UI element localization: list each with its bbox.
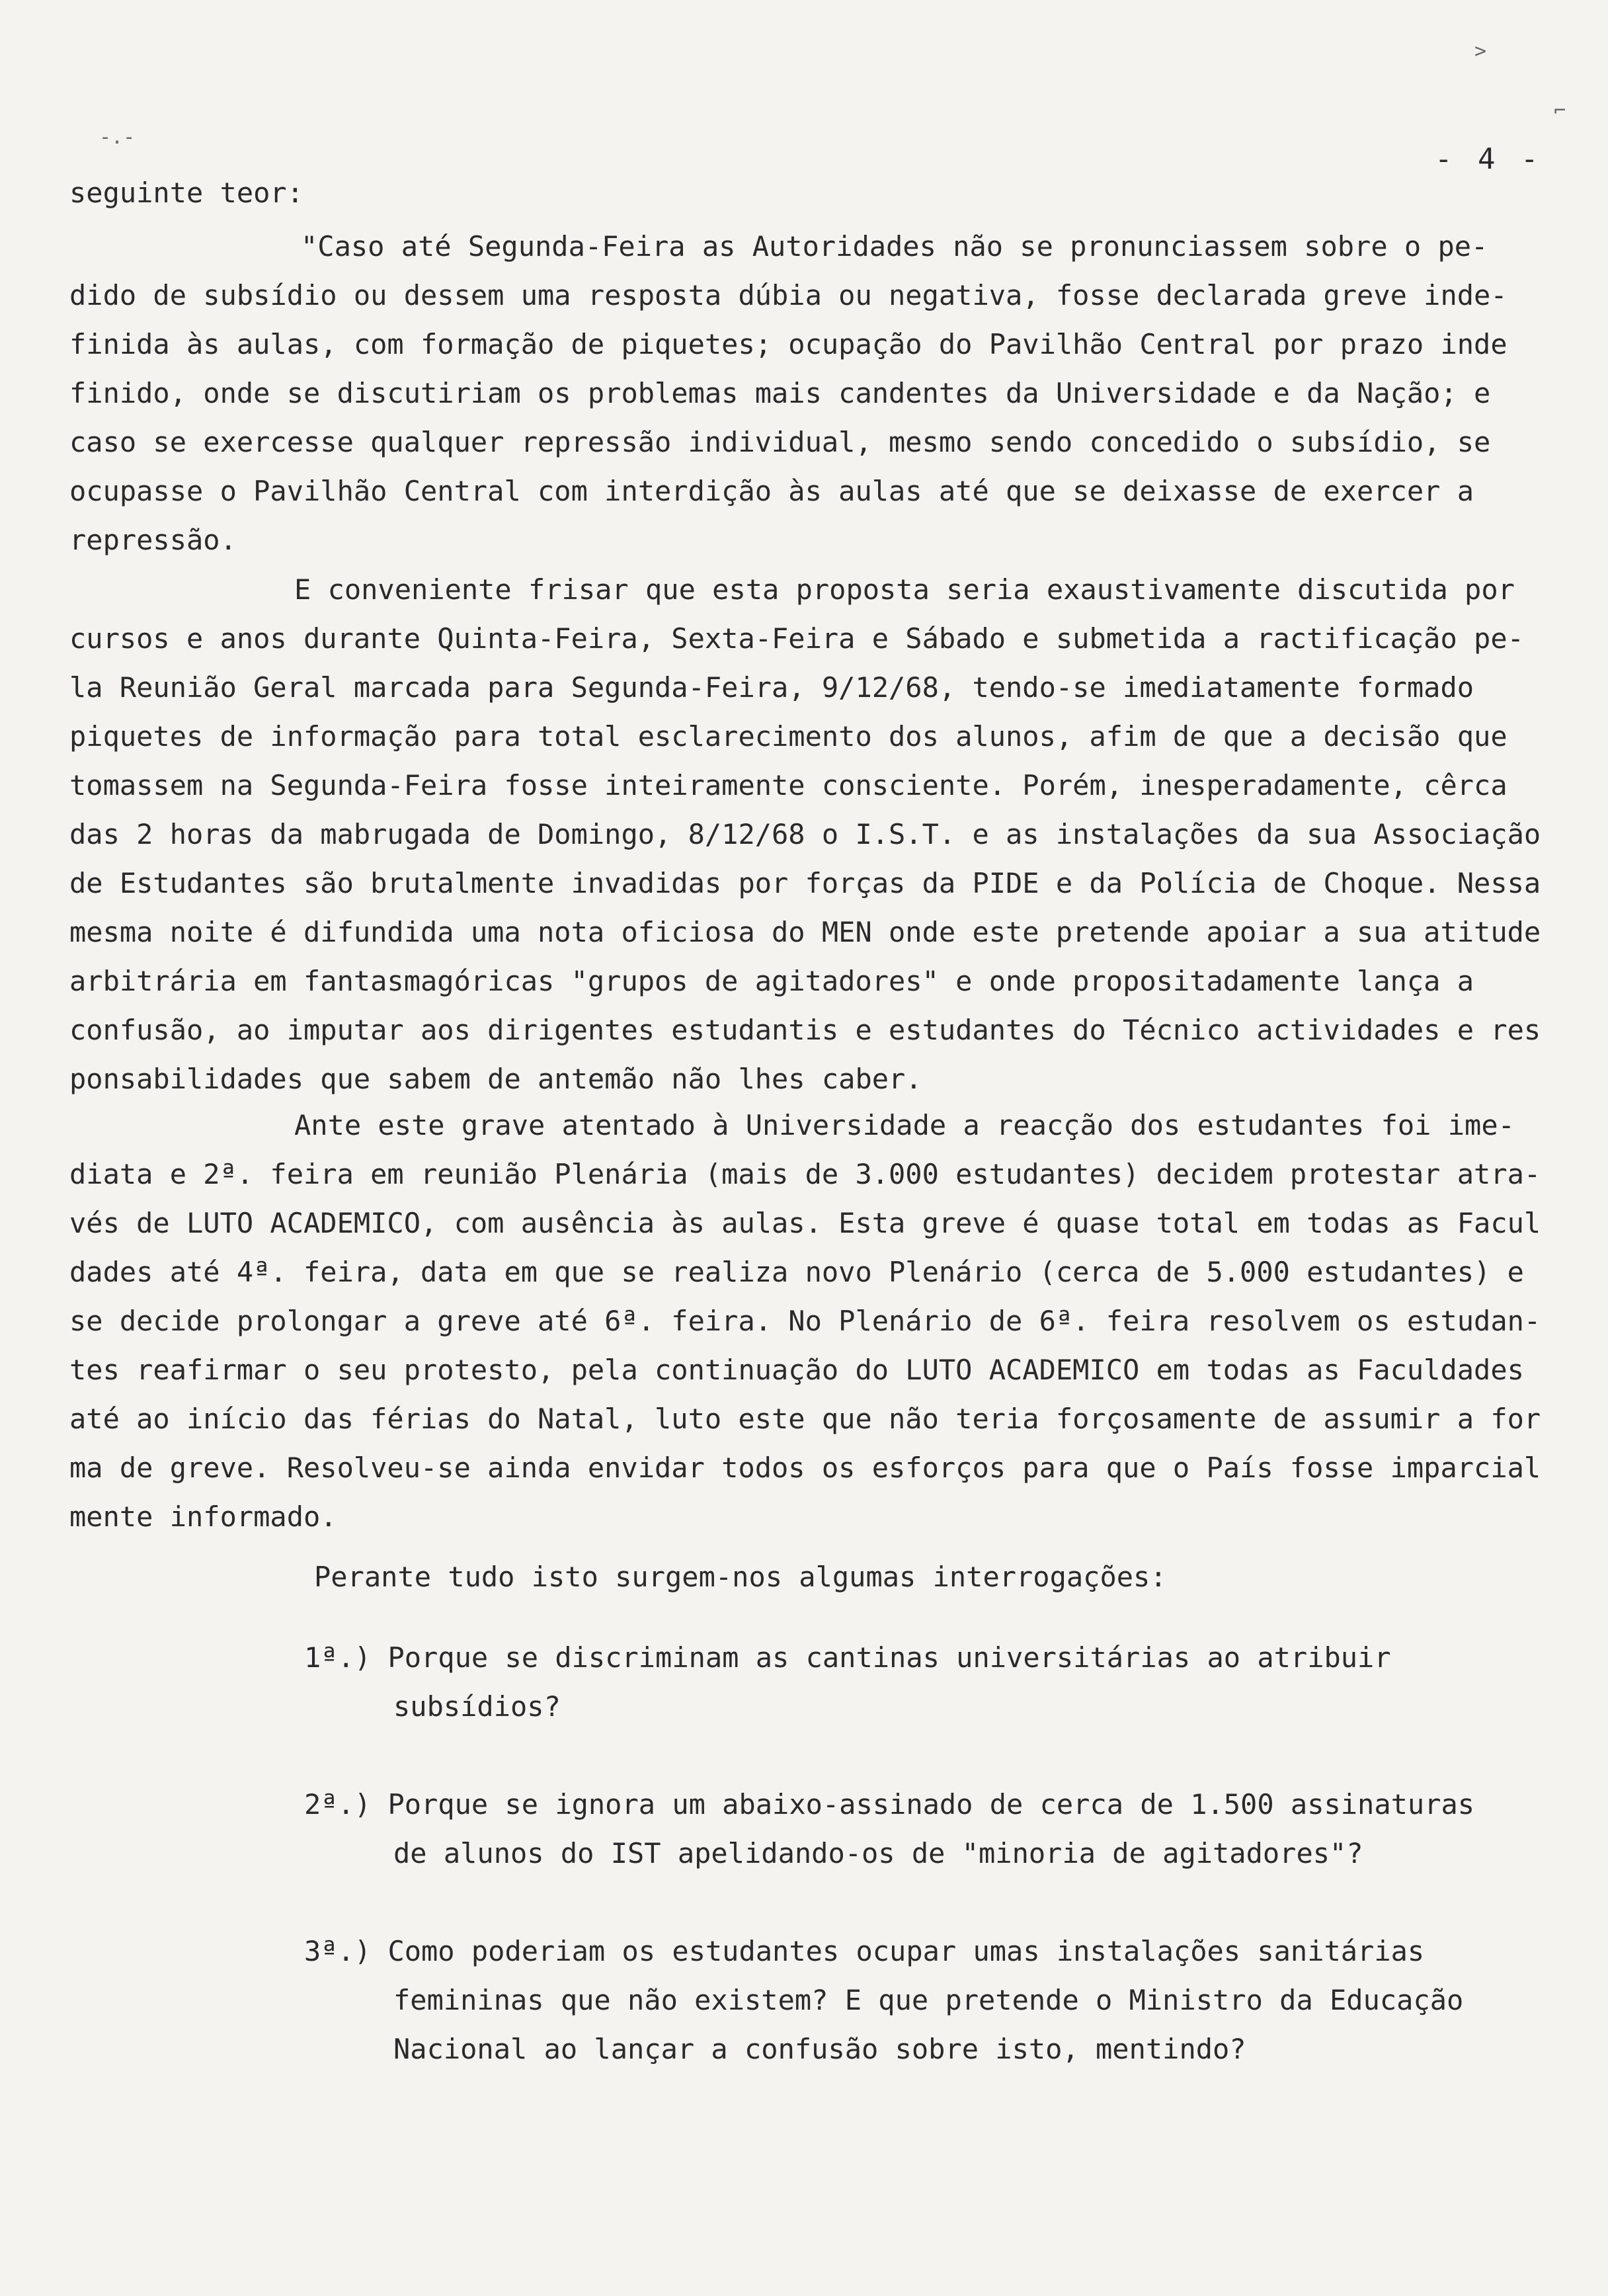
scan-mark: -.- <box>99 126 136 149</box>
item-text: Porque se ignora um abaixo-assinado de cerca de 1.500 assinaturas <box>387 1788 1475 1821</box>
text-line: caso se exercesse qualquer repressão individual, mesmo sendo concedido o subsídio, se <box>69 426 1491 458</box>
question-list <box>304 1633 1474 2123</box>
list-item <box>304 1780 1474 1878</box>
text-line: ma de greve. Resolveu-se ainda envidar todos os esforços para que o País fosse imparcial <box>69 1452 1541 1484</box>
list-item <box>304 1927 1474 2074</box>
text-line: la Reunião Geral marcada para Segunda-Feira, 9/12/68, tendo-se imediatamente formado <box>69 671 1474 704</box>
text-line: "Caso até Segunda-Feira as Autoridades não se pronunciassem sobre o pe- <box>301 230 1488 263</box>
text-line: dido de subsídio ou dessem uma resposta dúbia ou negativa, fosse declarada greve inde- <box>69 279 1508 311</box>
text-line: tes reafirmar o seu protesto, pela continuação do LUTO ACADEMICO em todas as Faculdades <box>69 1354 1524 1386</box>
text-line: E conveniente frisar que esta proposta seria exaustivamente discutida por <box>294 573 1515 606</box>
scan-mark: ⌐ <box>1554 99 1566 122</box>
text-line: de Estudantes são brutalmente invadidas por forças da PIDE e da Polícia de Choque. Nessa <box>69 867 1541 899</box>
item-text: Porque se discriminam as cantinas universitárias ao atribuir <box>387 1641 1391 1674</box>
text-line: Ante este grave atentado à Universidade a reacção dos estudantes foi ime- <box>294 1109 1515 1141</box>
text-line: diata e 2ª. feira em reunião Plenária (mais de 3.000 estudantes) decidem protestar atra- <box>69 1158 1541 1190</box>
item-text: Como poderiam os estudantes ocupar umas instalações sanitárias <box>387 1935 1425 1967</box>
item-text: de alunos do IST apelidando-os de "minoria de agitadores"? <box>393 1837 1363 1869</box>
paragraph <box>69 1101 1550 1541</box>
text-line: tomassem na Segunda-Feira fosse inteiramente consciente. Porém, inesperadamente, cêrca <box>69 769 1508 801</box>
text-line: se decide prolongar a greve até 6ª. feira. No Plenário de 6ª. feira resolvem os estudan- <box>69 1305 1541 1337</box>
text-line: das 2 horas da mabrugada de Domingo, 8/12/68 o I.S.T. e as instalações da sua Associação <box>69 818 1541 850</box>
text-line: vés de LUTO ACADEMICO, com ausência às aulas. Esta greve é quase total em todas as Facul <box>69 1207 1541 1239</box>
scan-mark: > <box>1474 40 1487 63</box>
page-number: - 4 - <box>1435 142 1543 176</box>
text-line: piquetes de informação para total esclarecimento dos alunos, afim de que a decisão que <box>69 720 1508 753</box>
text-line: até ao início das férias do Natal, luto este que não teria forçosamente de assumir a for <box>69 1403 1541 1435</box>
text-line: mente informado. <box>69 1500 337 1533</box>
paragraph <box>69 565 1550 1104</box>
quote-paragraph <box>69 222 1550 565</box>
text-line: confusão, ao imputar aos dirigentes estudantis e estudantes do Técnico actividades e res <box>69 1014 1541 1046</box>
text-line: seguinte teor: <box>69 177 304 209</box>
item-text: subsídios? <box>393 1690 561 1723</box>
text-line: ponsabilidades que sabem de antemão não lhes caber. <box>69 1063 922 1095</box>
text-line: finido, onde se discutiriam os problemas mais candentes da Universidade e da Nação; e <box>69 377 1491 409</box>
item-text: Nacional ao lançar a confusão sobre isto, mentindo? <box>393 2033 1246 2065</box>
text-line: dades até 4ª. feira, data em que se realiza novo Plenário (cerca de 5.000 estudantes) e <box>69 1256 1524 1288</box>
item-number: 3ª.) <box>304 1935 372 1967</box>
text-line: repressão. <box>69 524 237 556</box>
text-line: finida às aulas, com formação de piquetes; ocupação do Pavilhão Central por prazo inde <box>69 328 1508 360</box>
text-line: arbitrária em fantasmagóricas "grupos de agitadores" e onde propositadamente lança a <box>69 965 1474 997</box>
list-item <box>304 1633 1474 1731</box>
questions-intro: Perante tudo isto surgem-nos algumas interrogações: <box>314 1561 1167 1593</box>
item-number: 1ª.) <box>304 1641 372 1674</box>
text-line: ocupasse o Pavilhão Central com interdição às aulas até que se deixasse de exercer a <box>69 475 1474 507</box>
text-line: cursos e anos durante Quinta-Feira, Sexta-Feira e Sábado e submetida a ractificação pe- <box>69 622 1524 655</box>
text-line: mesma noite é difundida uma nota oficiosa do MEN onde este pretende apoiar a sua atitude <box>69 916 1541 948</box>
item-text: femininas que não existem? E que pretende o Ministro da Educação <box>393 1984 1464 2016</box>
item-number: 2ª.) <box>304 1788 372 1821</box>
body-text <box>69 169 1550 218</box>
